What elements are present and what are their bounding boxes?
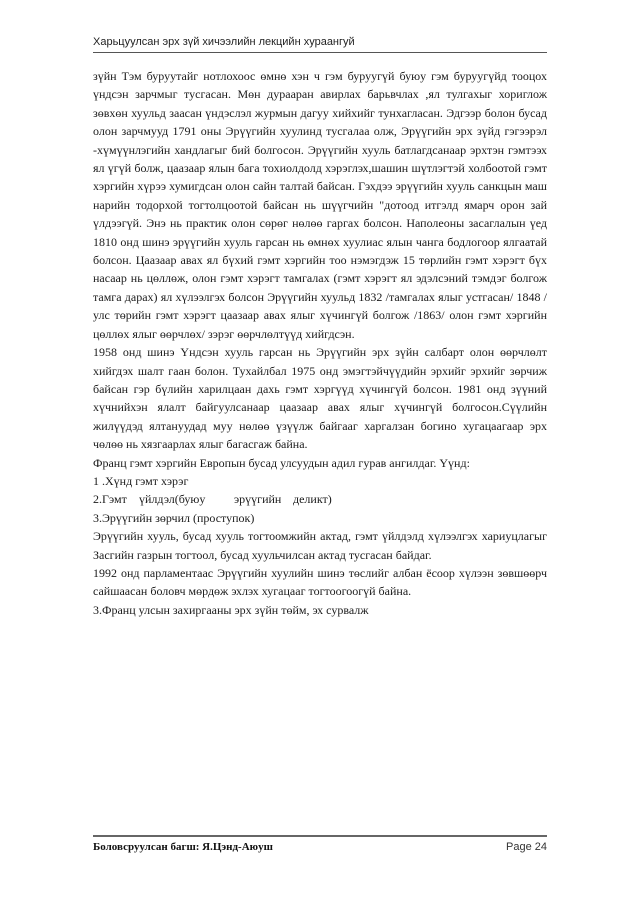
list-item-offence-word3: деликт) [293, 492, 332, 507]
list-item-offence-number: 2.Гэмт [93, 492, 127, 507]
list-item-offence-word1: үйлдэл(буюу [139, 492, 206, 507]
header-divider [93, 52, 547, 53]
running-header: Харьцуулсан эрх зүй хичээлийн лекцийн хураангуй [93, 36, 355, 48]
paragraph-crime-classification: Франц гэмт хэргийн Европын бусад улсуудын адил гурав ангилдаг. Үүнд: [93, 455, 470, 470]
footer-divider [93, 835, 547, 837]
list-item-offence [93, 490, 547, 508]
list-item-serious-crime: 1 .Хүнд гэмт хэрэг [93, 473, 189, 488]
paragraph-criminal-law-history: зүйн Тэм буруутайг нотлохоос өмнө хэн ч гэм буруугүй буюу гэм буруугүйд тооцох үндсэн зарчмыг тусгасан. Мөн дурааран авирлах барьвчлах ,ял тулгахыг хориглож зөвхөн хуульд заасан үндэслэл журмын дагуу хийхийг тунхагласан. Эдгээр болон бусад олон зарчмууд 1791 оны Эрүүгийн хуулинд тусгалаа олж, Эрүүгийн эрх зүйд гэгээрэл -хүмүүнлэгийн хандлагыг бий болгосон. Эрүүгийн хууль батлагдсанаар эрхтэн гэмтээх ял үгүй болж, цаазаар ялын бага тохиолдолд хэрэглэх,шашин шүтлэгтэй холбоотой гэмт хэргийн хүрээ хумигдсан олон сайн талтай байсан. Гэхдээ эрүүгийн хууль санкцын маш нарийн тодорхой тогтолцоотой байсан нь шүүгчийн "дотоод итгэлд ямарч орон зай үлдээгүй. Энэ нь практик олон сөрөг нөлөө гаргах болсон. Наполеоны засаглалын үед 1810 онд шинэ эрүүгийн хууль гарсан нь өмнөх хуулиас ялын чанга бодлогоор ялгаатай болсон. Цаазаар авах ял бүхий гэмт хэргийн тоо нэмэгдэж 15 төрлийн гэмт хэрэгт бүх насаар нь цөллөж, олон гэмт хэрэгт тамгалах (гэмт хэрэгт ял эдэлсэний тэмдэг болгож тамга дарах) ял хүлээлгэх болсон Эрүүгийн хуульд 1832 /тамгалах ялыг устгасан/ 1848 / улс төрийн гэмт хэрэгт цаазаар авах ялыг хүчингүй болгож /1863/ олон гэмт хэргийн цөллөх ялыг өөрчлөх/ зэрэг өөрчлөлтүүд хийгдсэн. [93, 69, 547, 341]
list-item-misdemeanor: 3.Эрүүгийн зөрчил (проступок) [93, 510, 255, 525]
list-item-offence-word2: эрүүгийн [234, 492, 282, 507]
page-body [93, 67, 547, 619]
paragraph-1958-constitution: 1958 онд шинэ Үндсэн хууль гарсан нь Эрүүгийн эрх зүйн салбарт олон өөрчлөлт хийгдэх шалт гаан болон. Тухайлбал 1975 онд эмэгтэйчүүдийн эрхийг эрхийг зөрчиж байсан гэр бүлийн харилцаан дахь гэмт хэргүүд хүчингүй болсон. 1981 онд зүүний хүчнийхэн ялалт байгуулсанаар цаазаар авах ялыг хүчингүй болгосон.Сүүлийн жилүүдэд ялтануудад муу нөлөө үзүүлж байгааг харгалзан богино хугацаагаар эрх чөлөө нь хязгаарлах ялыг багасгаж байна. [93, 345, 547, 452]
paragraph-1992-draft: 1992 онд парламентаас Эрүүгийн хуулийн шинэ төслийг албан ёсоор хүлээн зөвшөөрч сайшаасан боловч мөрдөж эхлэх хугацааг тогтоогоогүй байна. [93, 565, 547, 599]
page-number: Page 24 [506, 841, 547, 853]
paragraph-liability-acts: Эрүүгийн хууль, бусад хууль тогтоомжийн актад, гэмт үйлдэлд хүлээлгэх хариуцлагыг Засгийн газрын тогтоол, бусад хуульчилсан актад тусгасан байдаг. [93, 529, 547, 562]
footer-author: Боловсруулсан багш: Я.Цэнд-Аюуш [93, 841, 273, 853]
section-heading-admin-law: 3.Франц улсын захиргааны эрх зүйн төйм, эх сурвалж [93, 602, 369, 617]
